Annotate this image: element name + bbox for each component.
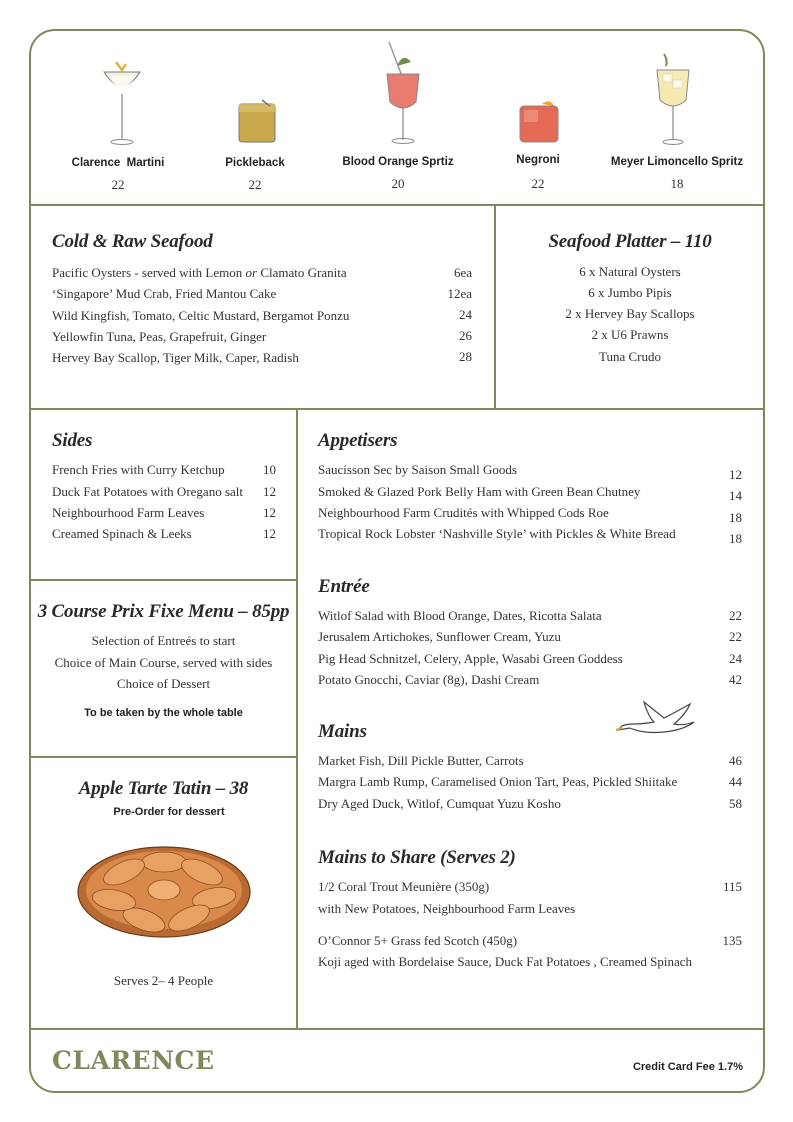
limoncello-glass-icon [654,52,692,148]
cocktail-item [463,154,613,192]
section-title-share: Mains to Share (Serves 2) [318,847,516,868]
menu-item-price: 12 [729,467,742,482]
cocktail-name: Blood Orange Sprtiz [342,156,454,168]
menu-item-price: 12ea [447,286,472,301]
menu-item-name: Market Fish, Dill Pickle Butter, Carrots [318,753,524,768]
spritz-glass-icon [383,40,423,146]
divider [30,579,297,581]
cocktail-item [180,157,330,193]
cocktail-price: 20 [391,176,405,191]
menu-item-name: Potato Gnocchi, Caviar (8g), Dashi Cream [318,672,540,687]
menu-item-price: 42 [729,672,742,687]
cocktail-name: Clarence Martini [71,157,165,169]
cocktail-item [43,157,193,193]
cocktail-price: 22 [531,176,545,191]
section-title-prix-fixe: 3 Course Prix Fixe Menu – 85pp [37,601,290,622]
menu-item-price: 6ea [453,265,472,280]
menu-item-price: 14 [729,488,742,503]
platter-item: 6 x Natural Oysters [579,264,681,279]
menu-item-name: Creamed Spinach & Leeks [52,526,192,541]
menu-item-desc: Koji aged with Bordelaise Sauce, Duck Fat Potatoes , Creamed Spinach [318,954,693,969]
menu-item-price: 10 [263,462,276,477]
brand-logo: CLARENCE [52,1046,215,1075]
divider [30,1028,764,1030]
prix-fixe-line: Selection of Entreés to start [91,633,236,648]
menu-item-name-part: Pacific Oysters - served with Lemon [52,265,246,280]
tarte-subtitle: Pre-Order for dessert [113,806,225,818]
section-title-mains: Mains [318,721,367,742]
negroni-glass-icon [516,96,562,146]
divider [296,409,298,1029]
martini-glass-icon [100,56,144,148]
menu-item-name: Tropical Rock Lobster ‘Nashville Style’ with Pickles & White Bread [318,526,676,541]
platter-item: 2 x Hervey Bay Scallops [565,306,695,321]
menu-item-price: 22 [729,629,742,644]
cocktail-item [602,156,752,192]
menu-item-price: 58 [729,796,742,811]
cocktail-item [323,156,473,192]
cocktail-name: Negroni [516,154,560,166]
menu-item-name: Wild Kingfish, Tomato, Celtic Mustard, Bergamot Ponzu [52,308,350,323]
card-fee-note: Credit Card Fee 1.7% [632,1061,743,1073]
section-title-appetisers: Appetisers [318,430,398,451]
menu-item-price: 135 [722,933,742,948]
menu-item-name: Neighbourhood Farm Leaves [52,505,205,520]
menu-item-price: 115 [722,879,742,894]
menu-item-name: Hervey Bay Scallop, Tiger Milk, Caper, Radish [52,350,299,365]
divider [30,756,297,758]
divider [30,204,764,206]
menu-item-price: 26 [459,328,472,343]
pickleback-glass-icon [236,98,278,146]
menu-item-price: 24 [459,307,472,322]
menu-item-name [52,265,347,281]
menu-item-price: 24 [729,651,742,666]
menu-item-name: Smoked & Glazed Pork Belly Ham with Green Bean Chutney [318,484,641,499]
menu-item-name-part: or [245,265,258,280]
tarte-tatin-illustration [74,840,254,940]
section-title-cold-raw: Cold & Raw Seafood [52,231,213,252]
menu-item-name: O’Connor 5+ Grass fed Scotch (450g) [318,933,518,948]
menu-item-price: 46 [729,753,742,768]
platter-item: 2 x U6 Prawns [591,327,669,342]
menu-item-name: 1/2 Coral Trout Meunière (350g) [318,879,490,894]
divider [30,408,764,410]
menu-item-price: 18 [729,531,742,546]
platter-item: 6 x Jumbo Pipis [588,285,672,300]
tarte-serves: Serves 2– 4 People [113,973,214,988]
prix-fixe-note: To be taken by the whole table [84,707,243,719]
prix-fixe-line: Choice of Main Course, served with sides [54,655,273,670]
menu-item-name: Duck Fat Potatoes with Oregano salt [52,484,243,499]
duck-illustration [614,700,700,744]
cocktail-price: 22 [248,177,262,192]
menu-item-price: 22 [729,608,742,623]
menu-item-name: ‘Singapore’ Mud Crab, Fried Mantou Cake [52,286,277,301]
menu-item-name: Dry Aged Duck, Witlof, Cumquat Yuzu Kosho [318,796,561,811]
menu-item-price: 12 [263,484,276,499]
menu-item-name-part: Clamato Granita [257,265,347,280]
menu-item-price: 12 [263,526,276,541]
menu-item-name: Pig Head Schnitzel, Celery, Apple, Wasabi Green Goddess [318,651,623,666]
menu-item-name: Jerusalem Artichokes, Sunflower Cream, Yuzu [318,629,561,644]
menu-item-name: Yellowfin Tuna, Peas, Grapefruit, Ginger [52,329,267,344]
menu-item-name: Neighbourhood Farm Crudités with Whipped Cods Roe [318,505,609,520]
section-title-sides: Sides [52,430,93,451]
menu-item-price: 28 [459,349,472,364]
menu-item-price: 44 [729,774,742,789]
menu-item-price: 12 [263,505,276,520]
cocktail-price: 18 [670,176,684,191]
menu-item-price: 18 [729,510,742,525]
menu-item-desc: with New Potatoes, Neighbourhood Farm Leaves [318,901,576,916]
section-title-platter: Seafood Platter – 110 [548,231,712,252]
menu-item-name: French Fries with Curry Ketchup [52,462,225,477]
prix-fixe-line: Choice of Dessert [116,676,211,691]
menu-item-name: Saucisson Sec by Saison Small Goods [318,462,517,477]
cocktail-name: Meyer Limoncello Spritz [610,156,744,168]
menu-item-name: Margra Lamb Rump, Caramelised Onion Tart, Peas, Pickled Shiitake [318,774,678,789]
platter-item: Tuna Crudo [598,349,661,364]
section-title-entree: Entrée [318,576,370,597]
section-title-tarte: Apple Tarte Tatin – 38 [78,778,249,799]
cocktail-price: 22 [111,177,125,192]
cocktail-name: Pickleback [225,157,285,169]
menu-item-name: Witlof Salad with Blood Orange, Dates, Ricotta Salata [318,608,602,623]
